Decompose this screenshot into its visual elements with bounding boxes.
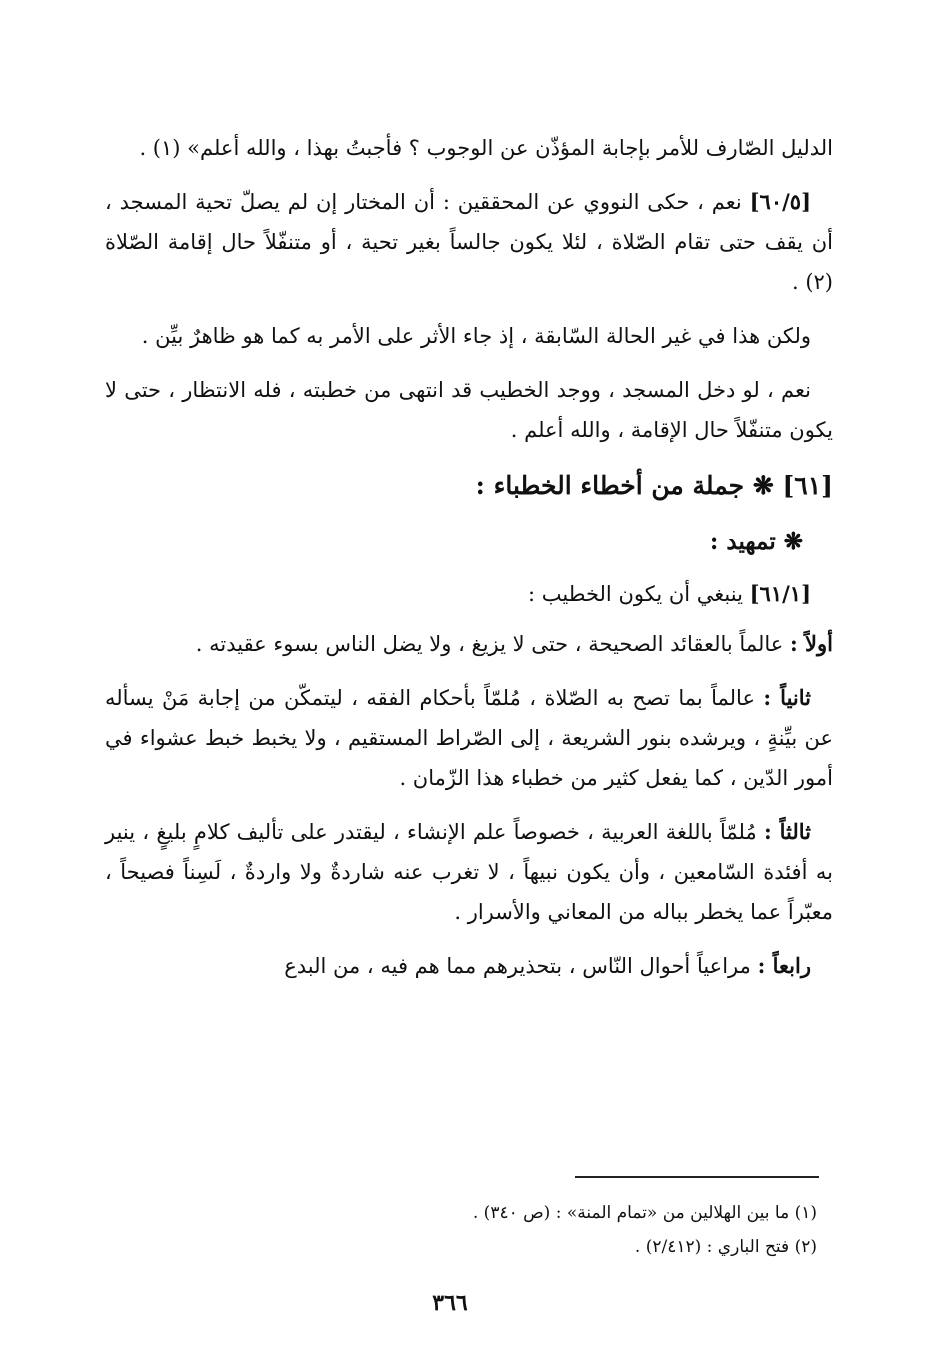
paragraph-text: عالماً بما تصح به الصّلاة ، مُلمّاً بأحكام الفقه ، ليتمكّن من إجابة مَنْ يسأله عن بيِّنةٍ ، ويرشده بنور الشريعة ، إلى الصّراط المستقيم ، ولا يخبط خبط عشواء في أمور الدّين ، كما يفعل كثير من خطباء هذا الزّمان . <box>105 686 833 790</box>
paragraph-text: مراعياً أحوال النّاس ، بتحذيرهم مما هم فيه ، من البدع <box>284 954 751 978</box>
paragraph-text: نعم ، حكى النووي عن المحققين : أن المختار إن لم يصلّ تحية المسجد ، أن يقف حتى تقام الصّلاة ، لئلا يكون جالساً بغير تحية ، أو متنفّلاً حال إقامة الصّلاة (٢) . <box>105 190 833 294</box>
paragraph-first <box>105 624 833 664</box>
list-lead: رابعاً : <box>757 953 811 978</box>
subsection-heading: ❋ تمهيد : <box>709 528 803 555</box>
footnote-divider <box>575 1176 819 1178</box>
page-number: ٣٦٦ <box>432 1290 468 1316</box>
paragraph-text: مُلمّاً باللغة العربية ، خصوصاً علم الإنشاء ، ليقتدر على تأليف كلامٍ بليغٍ ، ينير به أفئدة السّامعين ، وأن يكون نبيهاً ، لا تغرب عنه شاردةٌ ولا واردةٌ ، لَسِناً فصيحاً ، معبّراً عما يخطر بباله من المعاني والأسرار . <box>105 820 833 924</box>
footnote-2: (٢) فتح الباري : (٢/٤١٢) . <box>634 1237 817 1257</box>
paragraph-text: ينبغي أن يكون الخطيب : <box>528 582 743 606</box>
list-lead: أولاً : <box>789 631 833 656</box>
section-heading: [٦١] ❋ جملة من أخطاء الخطباء : <box>475 471 833 500</box>
paragraph-60-5 <box>105 182 833 302</box>
page-body <box>105 128 833 1000</box>
paragraph-text: عالماً بالعقائد الصحيحة ، حتى لا يزيغ ، ولا يضل الناس بسوء عقيدته . <box>195 632 784 656</box>
paragraph-61-1 <box>105 574 833 614</box>
paragraph-yes <box>105 370 833 450</box>
paragraph-text: نعم ، لو دخل المسجد ، ووجد الخطيب قد انتهى من خطبته ، فله الانتظار ، حتى لا يكون متنفّلاً حال الإقامة ، والله أعلم . <box>105 378 833 442</box>
footnote-1: (١) ما بين الهلالين من «تمام المنة» : (ص ٣٤٠) . <box>472 1203 817 1223</box>
section-ref: [٦١/١] <box>749 581 811 606</box>
paragraph-but <box>105 316 833 356</box>
footnotes <box>105 1196 817 1264</box>
paragraph-text: ولكن هذا في غير الحالة السّابقة ، إذ جاء الأثر على الأمر به كما هو ظاهرٌ بيِّن . <box>141 324 811 348</box>
paragraph-third <box>105 812 833 932</box>
paragraph-fourth <box>105 946 833 986</box>
paragraph-text: الدليل الصّارف للأمر بإجابة المؤذّن عن الوجوب ؟ فأجبتُ بهذا ، والله أعلم» (١) . <box>139 136 833 160</box>
paragraph-second <box>105 678 833 798</box>
list-lead: ثانياً : <box>763 685 811 710</box>
paragraph-continuation <box>105 128 833 168</box>
list-lead: ثالثاً : <box>763 819 811 844</box>
section-ref: [٦٠/٥] <box>749 189 811 214</box>
